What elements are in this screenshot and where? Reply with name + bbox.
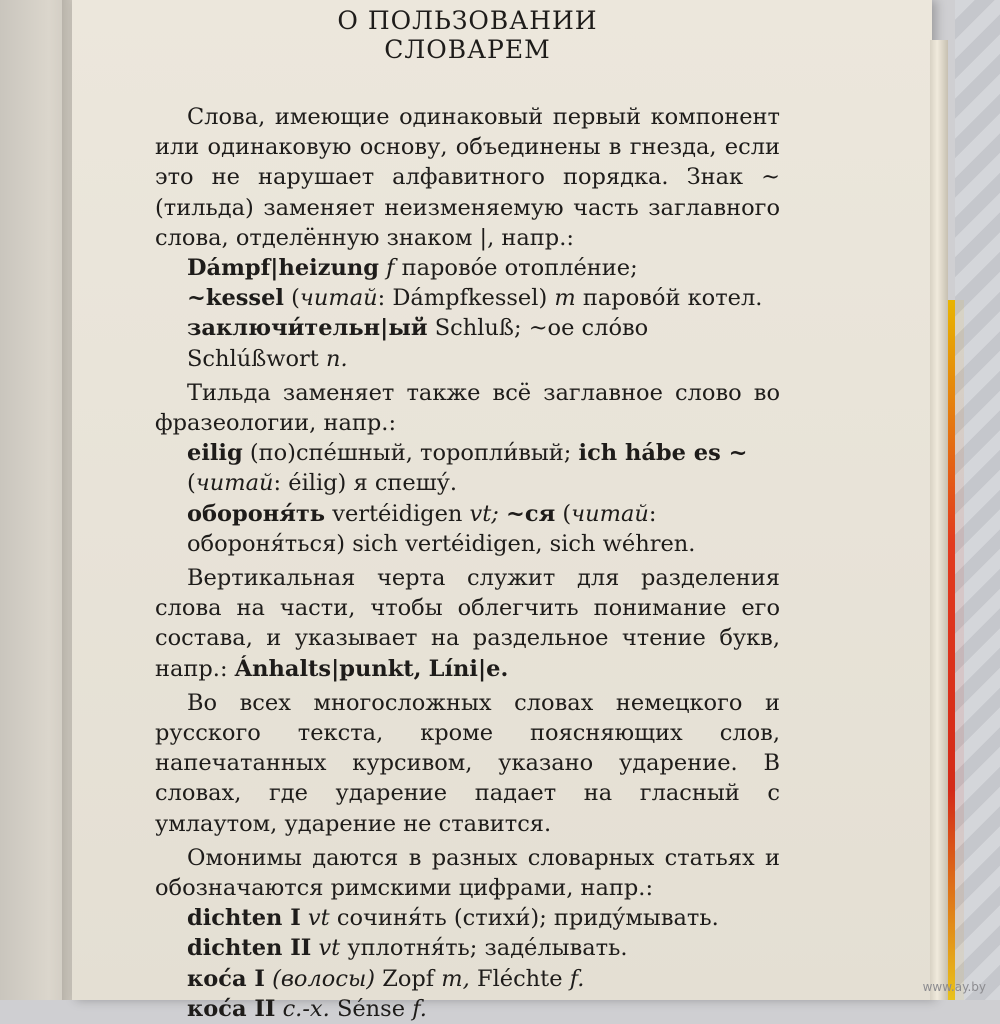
example-entry xyxy=(155,313,780,373)
grammar-label: f. xyxy=(412,995,427,1022)
phrase: ich hábe es ~ xyxy=(578,440,748,467)
paragraph-homonyms: Омонимы даются в разных словарных статьях и обозначаются римскими цифрами, напр.: xyxy=(155,844,780,902)
headword: dichten II xyxy=(187,935,312,962)
grammar-label: m, xyxy=(441,965,470,992)
read-label: читай xyxy=(299,285,378,312)
left-page-edge xyxy=(0,0,70,1000)
grammar-label: vt xyxy=(307,905,330,932)
paragraph-vertical-bar: Вертикальная черта служит для разделения слова на части, чтобы облегчить понимание его состава, и указывает на раздельное чтение букв, напр.: Ánhalts|punkt, Líni|e. xyxy=(155,565,780,682)
grammar-label: n. xyxy=(325,345,348,372)
sub-headword: ~ся xyxy=(506,500,556,527)
translation: уплотня́ть; задéлывать. xyxy=(347,935,628,962)
headword: обороня́ть xyxy=(187,500,326,527)
headword: Dámpf|heizung xyxy=(187,255,379,282)
translation: Sénse xyxy=(336,995,406,1022)
headword: кос́а I xyxy=(187,965,265,992)
translation: паровóй котел. xyxy=(582,285,763,312)
title-line-2: СЛОВАРЕМ xyxy=(384,35,551,64)
translation: Zopf xyxy=(382,965,435,992)
translation: : éilig) я спешу́. xyxy=(273,470,458,497)
translation: (по)спéшный, торопли́вый; xyxy=(249,440,572,467)
paragraph-stress: Во всех многосложных словах немецкого и русского текста, кроме поясняющих слов, напечатанных курсивом, указано ударение. В словах, где ударение падает на гласный с умлаутом, ударение не ставится. xyxy=(155,689,780,837)
grammar-label: m xyxy=(554,285,576,312)
translation: Schluß; ~ое слóво Schlúßwort xyxy=(187,315,649,372)
example-word: Ánhalts|punkt, xyxy=(234,655,422,682)
page-stack-edge xyxy=(930,40,948,1000)
translation: паровóе отоплéние; xyxy=(401,255,638,282)
page-title xyxy=(155,6,780,64)
example-word: Líni|e. xyxy=(428,655,509,682)
paragraph-nests: Слова, имеющие одинаковый первый компонент или одинаковую основу, объединены в гнезда, если это не нарушает алфавитного порядка. Знак ~ (тильда) заменяет неизменяемую часть заглавного слова, отделённую знаком |, напр.: xyxy=(155,104,780,251)
read-label: читай xyxy=(195,470,274,497)
grammar-label: vt; xyxy=(469,500,499,527)
headword: заключи́тельн|ый xyxy=(187,315,428,342)
usage-note: с.-х. xyxy=(282,995,330,1022)
paragraph-tilde: Тильда заменяет также всё заглавное слово во фразеологии, напр.: xyxy=(155,379,780,437)
example-entry xyxy=(155,933,780,963)
example-entry xyxy=(155,253,780,283)
page-content xyxy=(155,6,780,1024)
translation: сочиня́ть (стихи́); приду́мывать. xyxy=(336,905,719,932)
headword: ~kessel xyxy=(187,285,284,312)
translation: Fléchte xyxy=(476,965,563,992)
example-entry: обороня́ть vertéidigen vt; ~ся (читай: обороня́ться) sich vertéidigen, sich wéhren. xyxy=(187,500,696,557)
translation: vertéidigen xyxy=(332,500,463,527)
usage-note: (волосы) xyxy=(272,965,376,992)
example-entry xyxy=(155,994,780,1024)
headword: eilig xyxy=(187,440,243,467)
example-entry xyxy=(155,903,780,933)
site-watermark: www.ay.by xyxy=(922,980,986,994)
headword: dichten I xyxy=(187,905,301,932)
example-entry xyxy=(155,964,780,994)
tablecloth-background xyxy=(955,0,1000,1000)
read-label: читай xyxy=(571,500,649,527)
grammar-label: f xyxy=(386,255,395,282)
headword: кос́а II xyxy=(187,995,276,1022)
grammar-label: vt xyxy=(318,935,341,962)
translation: : обороня́ться) sich vertéidigen, sich wéhren. xyxy=(187,500,696,557)
example-entry: ~kessel (читай: Dámpfkessel) m паровóй котел. xyxy=(187,285,763,312)
example-entry: eilig (по)спéшный, торопли́вый; ich hábe es ~ (читай: éilig) я спешу́. xyxy=(187,440,748,497)
grammar-label: f. xyxy=(569,965,585,992)
title-line-1: О ПОЛЬЗОВАНИИ xyxy=(337,6,598,35)
